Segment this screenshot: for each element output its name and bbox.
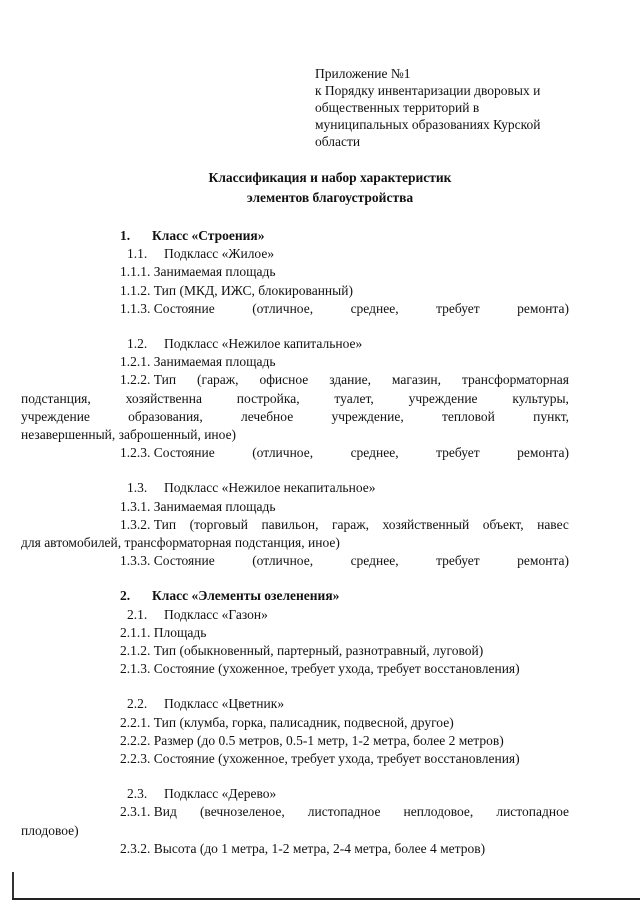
list-item [120, 444, 569, 462]
word: листопадное [307, 804, 381, 820]
list-item [120, 516, 569, 534]
word: трансформаторная [461, 372, 569, 388]
subclass-label: Подкласс «Газон» [164, 606, 268, 622]
word: объект, [482, 516, 524, 532]
document-title [0, 168, 640, 208]
list-item-continuation: незавершенный, заброшенный, иное) [21, 427, 237, 443]
word: образования, [128, 408, 203, 424]
appendix-header [315, 65, 615, 150]
word: (вечнозеленое, [199, 804, 285, 820]
list-item [120, 803, 569, 821]
list-item: 1.2.1. Занимаемая площадь [120, 354, 276, 370]
word: неплодовое, [403, 804, 474, 820]
class-label: Класс «Элементы озеленения» [152, 588, 340, 604]
word: учреждение, [331, 408, 404, 424]
word: среднее, [350, 300, 399, 316]
list-item: 2.1.3. Состояние (ухоженное, требует ухода, требует восстановления) [120, 661, 520, 677]
word: офисное [259, 372, 309, 388]
list-item: 2.2.2. Размер (до 0.5 метров, 0.5-1 метр, 1-2 метра, более 2 метров) [120, 732, 504, 748]
list-item: 1.1.1. Занимаемая площадь [120, 264, 276, 280]
word: среднее, [350, 445, 399, 461]
title-line-1: Классификация и набор характеристик [208, 170, 452, 185]
word: учреждение [408, 390, 478, 406]
list-item [120, 552, 569, 570]
list-item: 2.2.1. Тип (клумба, горка, палисадник, подвесной, другое) [120, 714, 454, 730]
word: культуры, [512, 390, 569, 406]
word: навес [537, 516, 569, 532]
word: лечебное [241, 408, 294, 424]
subclass-number: 1.3. [127, 480, 148, 496]
word: 2.3.1. Вид [120, 804, 177, 820]
class-heading [120, 227, 569, 245]
word: среднее, [350, 553, 399, 569]
word: хозяйственный [382, 516, 470, 532]
list-item: 2.1.2. Тип (обыкновенный, партерный, разнотравный, луговой) [120, 643, 484, 659]
subclass-heading [120, 245, 569, 263]
word: 1.1.3. Состояние [120, 300, 215, 316]
subclass-number: 1.1. [127, 246, 148, 262]
appendix-line: области [315, 134, 361, 149]
subclass-heading [120, 335, 569, 353]
class-label: Класс «Строения» [152, 228, 265, 243]
list-item-continuation: плодовое) [21, 822, 79, 838]
subclass-heading [120, 606, 569, 624]
subclass-number: 2.1. [127, 606, 148, 622]
word: листопадное [496, 804, 569, 820]
page-bottom-rule [12, 898, 640, 900]
class-heading [120, 587, 569, 605]
word: ремонта) [517, 300, 569, 316]
word: ремонта) [517, 553, 569, 569]
word: 1.3.2. Тип [120, 516, 177, 532]
subclass-label: Подкласс «Дерево» [164, 786, 277, 802]
subclass-heading [120, 479, 569, 497]
list-item [120, 371, 569, 389]
word: 1.2.3. Состояние [120, 445, 215, 461]
subclass-heading [120, 785, 569, 803]
word: требует [436, 553, 480, 569]
word: 1.2.2. Тип [120, 372, 177, 388]
subclass-number: 1.2. [127, 336, 148, 352]
subclass-label: Подкласс «Цветник» [164, 696, 285, 712]
word: (торговый [189, 516, 248, 532]
word: туалет, [334, 390, 374, 406]
subclass-label: Подкласс «Жилое» [164, 246, 275, 262]
word: хозяйственна [125, 390, 202, 406]
list-item-continuation [21, 408, 569, 426]
word: (отличное, [252, 445, 314, 461]
list-item [120, 300, 569, 318]
subclass-number: 2.3. [127, 786, 148, 802]
list-item: 1.1.2. Тип (МКД, ИЖС, блокированный) [120, 282, 353, 298]
word: гараж, [332, 516, 369, 532]
page-border-tick [12, 872, 14, 899]
subclass-heading [120, 695, 569, 713]
word: (отличное, [252, 300, 314, 316]
word: учреждение [21, 408, 90, 424]
class-number: 1. [120, 228, 131, 243]
word: тепловой [442, 408, 495, 424]
word: постройка, [236, 390, 300, 406]
appendix-line: Приложение №1 [315, 66, 411, 81]
subclass-label: Подкласс «Нежилое капитальное» [164, 336, 363, 352]
class-number: 2. [120, 588, 131, 604]
appendix-line: общественных территорий в [315, 100, 480, 115]
word: (отличное, [252, 553, 314, 569]
word: требует [436, 445, 480, 461]
list-item: 2.3.2. Высота (до 1 метра, 1-2 метра, 2-4 метра, более 4 метров) [120, 840, 486, 856]
title-line-2: элементов благоустройства [246, 190, 414, 205]
list-item: 2.1.1. Площадь [120, 624, 207, 640]
word: подстанция, [21, 390, 91, 406]
word: магазин, [391, 372, 442, 388]
subclass-label: Подкласс «Нежилое некапитальное» [164, 480, 376, 496]
subclass-number: 2.2. [127, 696, 148, 712]
list-item-continuation [21, 390, 569, 408]
document-body [21, 227, 569, 858]
word: (гараж, [197, 372, 239, 388]
word: требует [436, 300, 480, 316]
word: 1.3.3. Состояние [120, 553, 215, 569]
list-item-continuation: для автомобилей, трансформаторная подстанция, иное) [21, 535, 340, 551]
appendix-line: к Порядку инвентаризации дворовых и [315, 83, 541, 98]
word: здание, [329, 372, 371, 388]
word: павильон, [261, 516, 319, 532]
appendix-line: муниципальных образованиях Курской [315, 117, 541, 132]
word: пункт, [533, 408, 569, 424]
word: ремонта) [517, 445, 569, 461]
list-item: 1.3.1. Занимаемая площадь [120, 498, 276, 514]
list-item: 2.2.3. Состояние (ухоженное, требует ухода, требует восстановления) [120, 751, 520, 767]
